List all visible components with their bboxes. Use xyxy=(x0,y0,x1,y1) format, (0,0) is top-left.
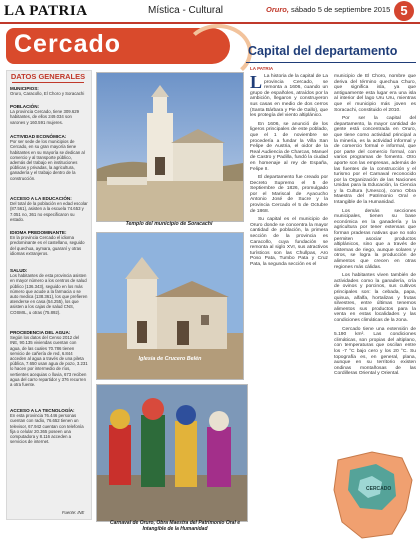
article-column-2: municipio de El Choro, nombre que deriva del término quechua Churo, que significa isla, ya que antiguamente esta lugar era una isla al interior del lago Uru Uru, mientras que el municipio más joven es Soracachi, constituido el 2010. Por ser la capital del departamento, la mayor cantidad de gente está concentrada en Oruro, que tiene como actividad principal a la minería, es la actividad informal y de comercio formal e informal, que por parte del comercio formal, con varios programas de fomento. Otro aporte son las empresas, además de las fuentes de la construcción y el turismo por el Carnaval reconocido por la Organización de las Naciones Unidas para la Educación, la Ciencia y la Cultura (Unesco), como Obra Maestra del Patrimonio Oral e Intangible de la Humanidad. Los demás secciones municipales, tienen su base económica en la ganadería y la agricultura por tener extensas que forman praderas nativas que no solo permiten asociar productos altiplánicos, sino que a través de sistemas de riego, aunque solares y otros, se logra la producción de alimentos que crecen en otras regiones más cálidas. Los habitantes viven también de actividades como la ganadería, cría de ovinos y porcinos, sus cultivos principales son: la cebada, papa, quinua, alfalfa, hortalizas y frutas silvestres, entre últimas tenemos alimentos sus productos para la venta en estas localidades y las condiciones climáticas de la zona. Cercado tiene una extensión de 5.190 km². Las condiciones climáticas, son propias del altiplano, con temperaturas que oscilan entre los -7 °C bajo cero y los 20 °C. Su topografía es, en general, plana, aunque en su territorio existen ondinas montañosas de las Cordilleras Oriental y Oriental. xyxy=(334,74,416,377)
data-section-agua: PROCEDENCIA DEL AGUA: Según los datos del Censo 2012 del INE, 90.135 viviendas cuentan con agua, de las cuales 70.786 tienen servicio de cañería de red, 6.844 acceden al agua a través de una pileta pública, 7.650 usan agua de pozo, 3.231 lo hacen por intermedio de ríos, vertientes acequias o lluvia, 673 reciben agua del carro repartidor y 376 recurren a otra fuente. xyxy=(10,330,88,388)
section-name: Mística - Cultural xyxy=(148,5,224,16)
article-column-1: L La historia de la capital de La provincia Cercado, se remonta a 1606, cuando un grupo de españoles, atraídos por la ambición, llegaron y construyeron sus casas en medio de dos cerros (Santa Bárbara y Pie de Gallo), que les protegía del viento altiplánico. En 1606, se anunció de los ligeros principales de este poblado, que el 1 de noviembre se procedería a fundar la Villa San Felipe de Austria, el oidor de la Real Audiencia de Charcas, Manuel de Castro y Padilla, fundó la ciudad en homenaje al rey de España, Felipe II. El departamento fue creado por Decreto Supremo el 5 de Septiembre de 1826, promulgado por el Mariscal de Ayacucho Antonio José de Sucre y la provincia Cercado el 5 de Octubre de 1868. Su capital es el municipio de Oruro donde se concentra la mayor cantidad de población, la primera sección de la provincia es Caracollo, cuya fundación se remonta al siglo XVI, sus atractivos turísticos son las Chullpas, Aro Poso Pata, Tumbo Pata y Cruz Pata, la segunda sección es el xyxy=(250,72,328,267)
data-section-municipios: MUNICIPIOS: Oruro, Caracollo, El Choro y Soracachi xyxy=(10,86,85,97)
caption-soracachi: Templo del municipio de Soracachi xyxy=(125,221,213,227)
photo-carnaval xyxy=(96,384,248,522)
data-section-economia: ACTIVIDAD ECONÓMICA: Por ser sede de los municipios de Cercado, en su gran mayoría tiene habitantes en su mayoría se dedican al comercio y al transporte público, además del trabajo en instituciones públicas y privadas, la agricultura, ganadería y el trabajo dentro de la construcción. xyxy=(10,134,85,181)
data-section-idioma: IDIOMA PREDOMINANTE: En la provincia Cercado el idioma predominante es el castellano, seguido del quechua, aymara, guaraní y otras idiomas extranjeros. xyxy=(10,230,85,256)
main-title: Cercado xyxy=(14,30,122,58)
newspaper-brand: LA PATRIA xyxy=(4,3,88,19)
data-section-educacion: ACCESO A LA EDUCACIÓN: Del total de la población en edad escolar (87.561), asisten a la escuela 74.653 y 7.051 no, 361 no especificaron su estado. xyxy=(10,196,88,222)
data-section-salud: SALUD: Los habitantes de esta provincia asisten en mayor número a los centros de salud público (136.343), seguido en los más número que acude a la farmacia o se auto medica (138.361), los que prefieren atenderse en casa (54.255), los que asisten a los cajas de salud CNS, COSMIL, u otras (75.892). xyxy=(10,268,88,315)
dateline-date: sábado 5 de septiembre 2015 xyxy=(291,5,391,14)
page-number-badge: 5 xyxy=(394,1,414,21)
article-source-tag: LA PATRIA xyxy=(250,66,274,71)
caption-carnaval: Carnaval de Oruro, Obra Maestra del Patrimonio Oral e Intangible de la Humanidad xyxy=(109,520,241,532)
cercado-map xyxy=(332,450,416,540)
photo-soracachi-church xyxy=(96,72,244,222)
article-title: Capital del departamento xyxy=(248,44,398,58)
caption-crucero-belen: Iglesia de Crucero Belén xyxy=(138,356,202,362)
carnival-illustration xyxy=(97,385,247,521)
general-data-title: DATOS GENERALES xyxy=(10,72,86,81)
title-divider xyxy=(246,62,416,63)
general-data-divider xyxy=(12,82,84,83)
data-section-tecnologia: ACCESO A LA TECNOLOGÍA: En esta provincia 76.446 personas cuentan con radio, 76.652 tienen un televisor, 67.942 cuentan con telefonía fija o celular 20.365 poseen una computadora y 8.116 acceden a servicios de internet. xyxy=(10,408,84,445)
drop-cap: L xyxy=(250,72,263,92)
data-section-poblacion: POBLACIÓN: La provincia Cercado, tiene 309.629 habitantes, de ellos 249.034 son varones y 160.591 mujeres. xyxy=(10,104,80,125)
church-illustration xyxy=(97,73,243,221)
dateline xyxy=(266,5,390,14)
data-source: Fuente: INE xyxy=(62,510,85,515)
dateline-city: Oruro, xyxy=(266,5,289,14)
map-label: CERCADO xyxy=(366,486,392,492)
